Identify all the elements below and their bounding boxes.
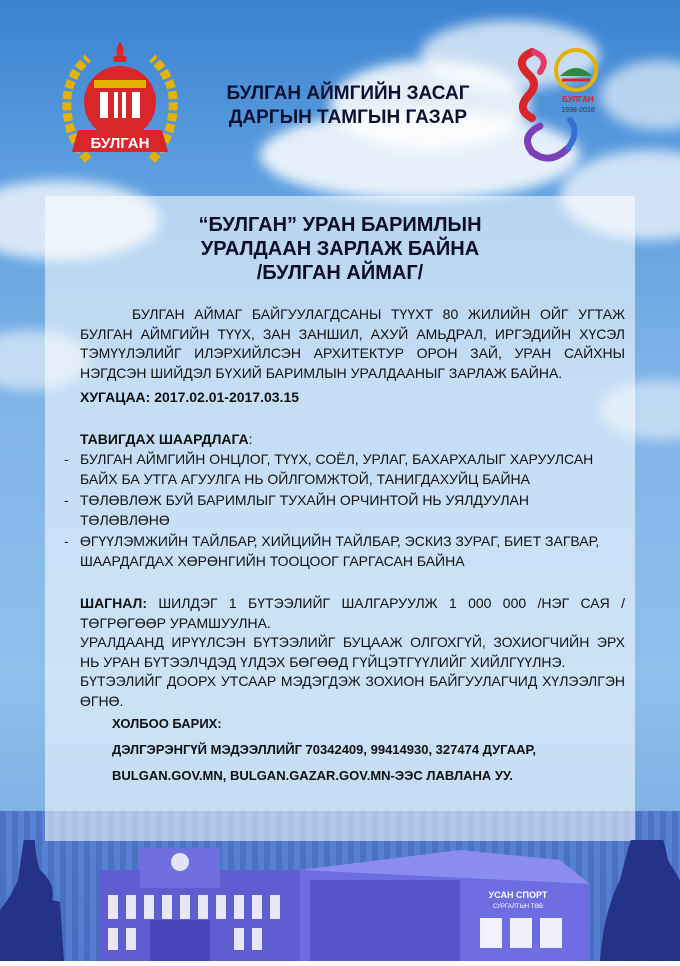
statue-right xyxy=(600,840,680,961)
requirements-heading-text: ТАВИГДАХ ШААРДЛАГА xyxy=(80,431,249,447)
organization-name xyxy=(208,82,488,130)
sports-center-sign: УСАН СПОРТ xyxy=(488,890,548,900)
requirement-item: - ТӨЛӨВЛӨЖ БУЙ БАРИМЛЫГ ТУХАЙН ОРЧИНТОЙ НЬ УЯЛДУУЛАН ТӨЛӨВЛӨНӨ xyxy=(60,491,620,530)
prize-label: ШАГНАЛ: xyxy=(80,595,147,611)
emblem-label: БУЛГАН xyxy=(90,135,150,152)
title-line-2: УРАЛДААН ЗАРЛАЖ БАЙНА xyxy=(200,238,480,260)
deadline: ХУГАЦАА: 2017.02.01-2017.03.15 xyxy=(80,389,300,405)
contact-heading: ХОЛБОО БАРИХ: xyxy=(112,716,222,731)
statue-left xyxy=(0,840,64,961)
contact-line-2: BULGAN.GOV.MN, BULGAN.GAZAR.GOV.MN-ЭЭС ЛАВЛАНА УУ. xyxy=(112,768,514,783)
prize-text: ШИЛДЭГ 1 БҮТЭЭЛИЙГ ШАЛГАРУУЛЖ 1 000 000 /НЭГ САЯ / ТӨГРӨГӨӨР УРАМШУУЛНА. xyxy=(80,595,625,631)
requirements-heading-colon: : xyxy=(248,431,253,447)
bulgan-emblem xyxy=(58,40,182,170)
requirement-item: - БУЛГАН АЙМГИЙН ОНЦЛОГ, ТҮҮХ, СОЁЛ, УРЛАГ, БАХАРХАЛЫГ ХАРУУЛСАН БАЙХ БА УТГА АГУУЛГА НЬ ОЙЛГОМЖТОЙ, ТАНИГДАХУЙЦ БАЙНА xyxy=(60,450,620,489)
sports-center-sign-sub: СУРГАЛТЫН ТӨВ xyxy=(492,904,544,910)
title-line-1: “БУЛГАН” УРАН БАРИМЛЫН xyxy=(198,214,482,236)
requirement-item: - ӨГҮҮЛЭМЖИЙН ТАЙЛБАР, ХИЙЦИЙН ТАЙЛБАР, ЭСКИЗ ЗУРАГ, БИЕТ ЗАГВАР, ШААРДАГДАХ ХӨРӨНГИЙН ТООЦООГ ГАРГАСАН БАЙНА xyxy=(60,532,620,571)
announcement-title xyxy=(100,213,580,285)
prize-note-2: БҮТЭЭЛИЙГ ДООРХ УТСААР МЭДЭГДЭЖ ЗОХИОН БАЙГУУЛАГЧИД ХҮЛЭЭЛГЭН ӨГНӨ. xyxy=(80,673,625,709)
anniversary-years: 1938-2018 xyxy=(561,107,595,114)
prize-line xyxy=(80,594,625,633)
prize-section xyxy=(80,594,625,711)
contact-line-1: ДЭЛГЭРЭНГҮЙ МЭДЭЭЛЛИЙГ 70342409, 99414930, 327474 ДУГААР, xyxy=(112,742,536,757)
bottom-illustration xyxy=(0,840,680,961)
title-line-3: /БУЛГАН АЙМАГ/ xyxy=(256,262,424,284)
prize-note-1: УРАЛДААНД ИРҮҮЛСЭН БҮТЭЭЛИЙГ БУЦААЖ ОЛГОХГҮЙ, ЗОХИОГЧИЙН ЭРХ НЬ УРАН БҮТЭЭЛЧДЭД ҮЛДЭХ БӨГӨӨД ГҮЙЦЭТГҮҮЛИЙГ ХИЙЛГҮҮЛНЭ. xyxy=(80,634,625,670)
anniversary-80-logo xyxy=(510,40,620,170)
intro-paragraph: БУЛГАН АЙМАГ БАЙГУУЛАГДСАНЫ ТҮҮХТ 80 ЖИЛИЙН ОЙГ УГТАЖ БУЛГАН АЙМГИЙН ТҮҮХ, ЗАН ЗАНШИЛ, АХУЙ АМЬДРАЛ, ИРГЭДИЙН ХҮСЭЛ ТЭМҮҮЛЭЛИЙГ ИЛЭРХИЙЛСЭН АРХИТЕКТУР ОРОН ЗАЙ, УРАН САЙХНЫ НЭГДСЭН ШИЙДЭЛ БҮХИЙ БАРИМЛЫН УРАЛДААНЫГ ЗАРЛАЖ БАЙНА. xyxy=(80,306,625,381)
requirements-list xyxy=(60,450,620,573)
org-line-1: БУЛГАН АЙМГИЙН ЗАСАГ xyxy=(226,83,470,104)
org-line-2: ДАРГЫН ТАМГЫН ГАЗАР xyxy=(228,107,468,128)
requirements-heading xyxy=(80,430,625,450)
anniversary-name: БУЛГАН xyxy=(562,95,594,104)
